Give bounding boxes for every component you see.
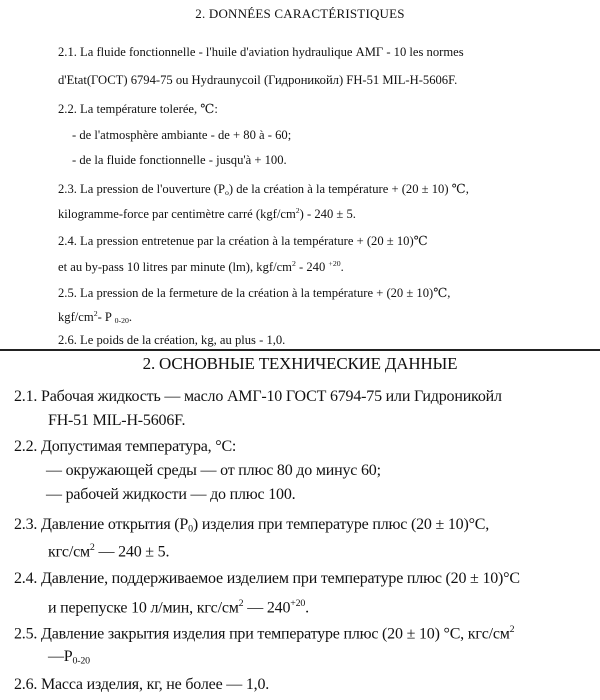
fr-item-2-5-line1: 2.5. La pression de la fermeture de la création à la température + (20 ± 10)℃, <box>58 286 451 300</box>
fr-item-2-6: 2.6. Le poids de la création, kg, au plus - 1,0. <box>58 333 286 347</box>
russian-section <box>0 352 600 700</box>
section-divider <box>0 349 600 351</box>
ru-item-2-2: 2.2. Допустимая температура, °С: <box>14 438 237 455</box>
fr-item-2-4-line2: et au by-pass 10 litres par minute (lm), kgf/$cm^2 - 240$ $^{+20}$. <box>58 259 344 275</box>
ru-item-2-3-line2: кгс/$см^2$ — 240 ± 5. <box>48 542 170 561</box>
fr-item-2-2: 2.2. La température tolerée, ℃: <box>58 102 218 116</box>
ru-item-2-2-ambient: — окружающей среды — от плюс 80 до минус 60; <box>46 462 381 479</box>
fr-item-2-3-line2: kilogramme-force par centimètre carré $(kgf/cm^2) - 240 \pm 5$. <box>58 206 356 222</box>
fr-item-2-3-line1: 2.3. La pression de l'ouverture $(P_o)$ de la création à la température + (20 ± 10) ℃, <box>58 182 469 197</box>
section-title-fr: 2. DONNÉES CARACTÉRISTIQUES <box>195 6 405 21</box>
ru-item-2-5-line2: $—P_{0-20}$ <box>48 648 90 667</box>
fr-item-2-1-line1: 2.1. La fluide fonctionnelle - l'huile d'aviation hydraulique АМГ - 10 les normes <box>58 45 464 59</box>
ru-item-2-1-line2: FH-51 MIL-H-5606F. <box>48 412 186 429</box>
fr-item-2-4-line1: 2.4. La pression entretenue par la création à la température + (20 ± 10)℃ <box>58 234 428 248</box>
fr-item-2-2-fluid: - de la fluide fonctionnelle - jusqu'à + 100. <box>72 153 287 167</box>
fr-item-2-1-line2: d'Etat(ГОСТ) 6794-75 ou Hydraunycoil (Гидроникойл) FH-51 MIL-H-5606F. <box>58 73 458 87</box>
ru-item-2-5-line1: 2.5. Давление закрытия изделия при температуре плюс (20 ± 10) °С, кгс/$см^2$ <box>14 624 515 643</box>
ru-item-2-1-line1: 2.1. Рабочая жидкость — масло АМГ-10 ГОСТ 6794-75 или Гидроникойл <box>14 388 502 405</box>
fr-item-2-5-line2: kgf/$cm^2-$ P $_{0-20}$. <box>58 309 133 325</box>
ru-item-2-4-line1: 2.4. Давление, поддерживаемое изделием при температуре плюс (20 ± 10)°С <box>14 570 520 587</box>
ru-item-2-6: 2.6. Масса изделия, кг, не более — 1,0. <box>14 676 270 693</box>
ru-item-2-3-line1: 2.3. Давление открытия $(P_0)$ изделия при температуре плюс (20 ± 10)°С, <box>14 516 490 535</box>
section-title-ru: 2. ОСНОВНЫЕ ТЕХНИЧЕСКИЕ ДАННЫЕ <box>142 354 458 373</box>
ru-item-2-2-fluid: — рабочей жидкости — до плюс 100. <box>46 486 296 503</box>
ru-item-2-4-line2: и перепуске 10 л/мин, кгс/$см^2$ — $240^{+20}$. <box>48 598 309 617</box>
fr-item-2-2-ambient: - de l'atmosphère ambiante - de + 80 à - 60; <box>72 128 292 142</box>
